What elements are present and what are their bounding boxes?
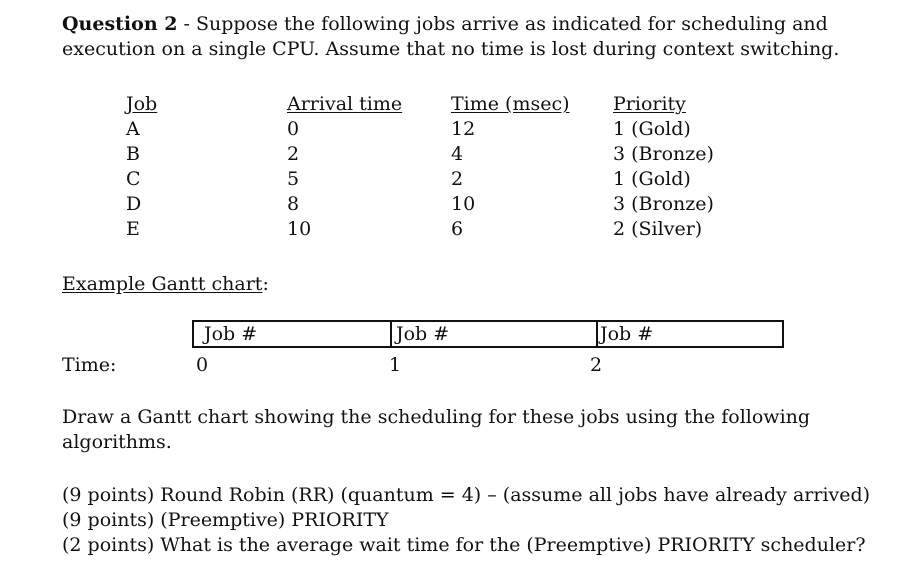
question-intro (62, 12, 839, 62)
cell-priority-b: 3 (Bronze) (613, 143, 714, 165)
instructions (62, 405, 810, 455)
cell-job-b: B (126, 143, 140, 165)
column-priority (613, 92, 714, 242)
column-arrival (287, 92, 402, 242)
instruction-line-2: algorithms. (62, 431, 172, 453)
task-average-wait: (2 points) What is the average wait time for the (Preemptive) PRIORITY scheduler? (62, 534, 866, 556)
column-time (451, 92, 570, 242)
cell-arrival-c: 5 (287, 168, 300, 190)
header-priority: Priority (613, 93, 686, 115)
time-label: Time: (62, 354, 117, 376)
header-job: Job (126, 93, 158, 115)
gantt-cell-1 (194, 322, 390, 346)
task-list (62, 483, 870, 558)
question-line-2: execution on a single CPU. Assume that no time is lost during context switching. (62, 38, 840, 60)
example-label: Example Gantt chart (62, 273, 263, 295)
header-arrival: Arrival time (287, 93, 403, 115)
cell-job-e: E (126, 218, 140, 240)
cell-priority-a: 1 (Gold) (613, 118, 691, 140)
time-tick-2: 2 (590, 354, 603, 376)
cell-arrival-d: 8 (287, 193, 300, 215)
cell-job-a: A (126, 118, 140, 140)
cell-time-d: 10 (451, 193, 476, 215)
gantt-cell-2 (392, 322, 598, 346)
cell-job-d: D (126, 193, 142, 215)
gantt-cell-3 (598, 322, 782, 346)
cell-priority-d: 3 (Bronze) (613, 193, 714, 215)
example-colon: : (262, 273, 269, 295)
example-heading (62, 272, 269, 297)
cell-arrival-a: 0 (287, 118, 300, 140)
gantt-cell-2-label: Job # (396, 323, 450, 345)
column-job (126, 92, 157, 242)
cell-priority-c: 1 (Gold) (613, 168, 691, 190)
question-title: Question 2 (62, 13, 178, 35)
header-time: Time (msec) (451, 93, 570, 115)
cell-time-a: 12 (451, 118, 476, 140)
instruction-line-1: Draw a Gantt chart showing the scheduling for these jobs using the following (62, 406, 811, 428)
task-round-robin: (9 points) Round Robin (RR) (quantum = 4) – (assume all jobs have already arrived) (62, 484, 871, 506)
task-preemptive-priority: (9 points) (Preemptive) PRIORITY (62, 509, 389, 531)
cell-arrival-e: 10 (287, 218, 312, 240)
cell-priority-e: 2 (Silver) (613, 218, 703, 240)
cell-job-c: C (126, 168, 141, 190)
gantt-cell-1-label: Job # (204, 323, 258, 345)
cell-time-c: 2 (451, 168, 464, 190)
cell-arrival-b: 2 (287, 143, 300, 165)
cell-time-e: 6 (451, 218, 464, 240)
time-tick-0: 0 (196, 354, 209, 376)
question-line-1: - Suppose the following jobs arrive as indicated for scheduling and (177, 13, 828, 35)
gantt-cell-3-label: Job # (600, 323, 654, 345)
time-tick-1: 1 (389, 354, 402, 376)
example-gantt-chart (192, 320, 784, 348)
cell-time-b: 4 (451, 143, 464, 165)
